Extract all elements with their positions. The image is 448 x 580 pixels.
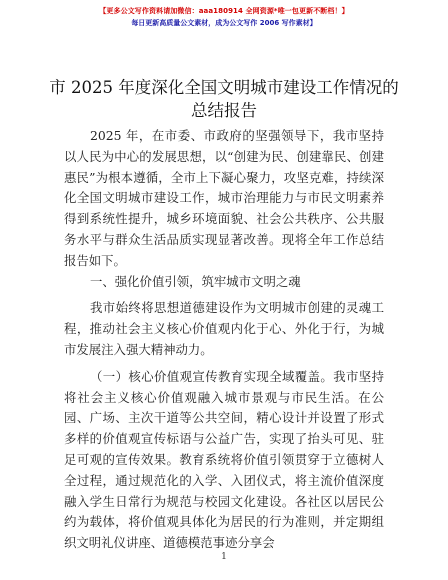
page-number: 1 xyxy=(221,552,227,562)
intro-paragraph: 2025 年，在市委、市政府的坚强领导下，我市坚持以人民为中心的发展思想，以“创建为民、创建靠民、创建惠民”为根本遵循，全市上下凝心聚力，攻坚克难，持续深化全国文明城市建设工作，城市治理能力与市民文明素养得到系统性提升，城乡环境面貌、社会公共秩序、公共服务水平与群众生活品质实现显著改善。现将全年工作总结报告如下。 xyxy=(64,128,384,268)
title-line-1: 市 2025 年度深化全国文明城市建设工作情况的 xyxy=(49,78,399,97)
promo-banner-sub: 每日更新高质量公文素材，成为公文写作 2006 写作素材】 xyxy=(131,19,317,27)
document-title xyxy=(20,76,428,122)
title-line-2: 总结报告 xyxy=(191,101,257,120)
section-paragraph: 我市始终将思想道德建设作为文明城市创建的灵魂工程，推动社会主义核心价值观内化于心、外化于行，为城市发展注入强大精神动力。 xyxy=(64,300,384,357)
section-heading-1: 一、强化价值引领，筑牢城市文明之魂 xyxy=(90,273,301,289)
promo-banner-top: 【更多公文写作资料请加微信：aaa180914 全网资源*唯一包更新不断档！】 xyxy=(99,7,349,15)
document-body xyxy=(64,126,384,554)
subsection-paragraph: （一）核心价值观宣传教育实现全域覆盖。我市坚持将社会主义核心价值观融入城市景观与市民生活。在公园、广场、主次干道等公共空间，精心设计并设置了形式多样的价值观宣传标语与公益广告，实现了抬头可见、驻足可观的宣传效果。教育系统将价值引领贯穿于立德树人全过程，通过规范化的入学、入团仪式，将主流价值深度融入学生日常行为规范与校园文化建设。各社区以居民公约为载体，将价值观具体化为居民的行为准则，并定期组织文明礼仪讲座、道德模范事迹分享会 xyxy=(64,368,384,551)
